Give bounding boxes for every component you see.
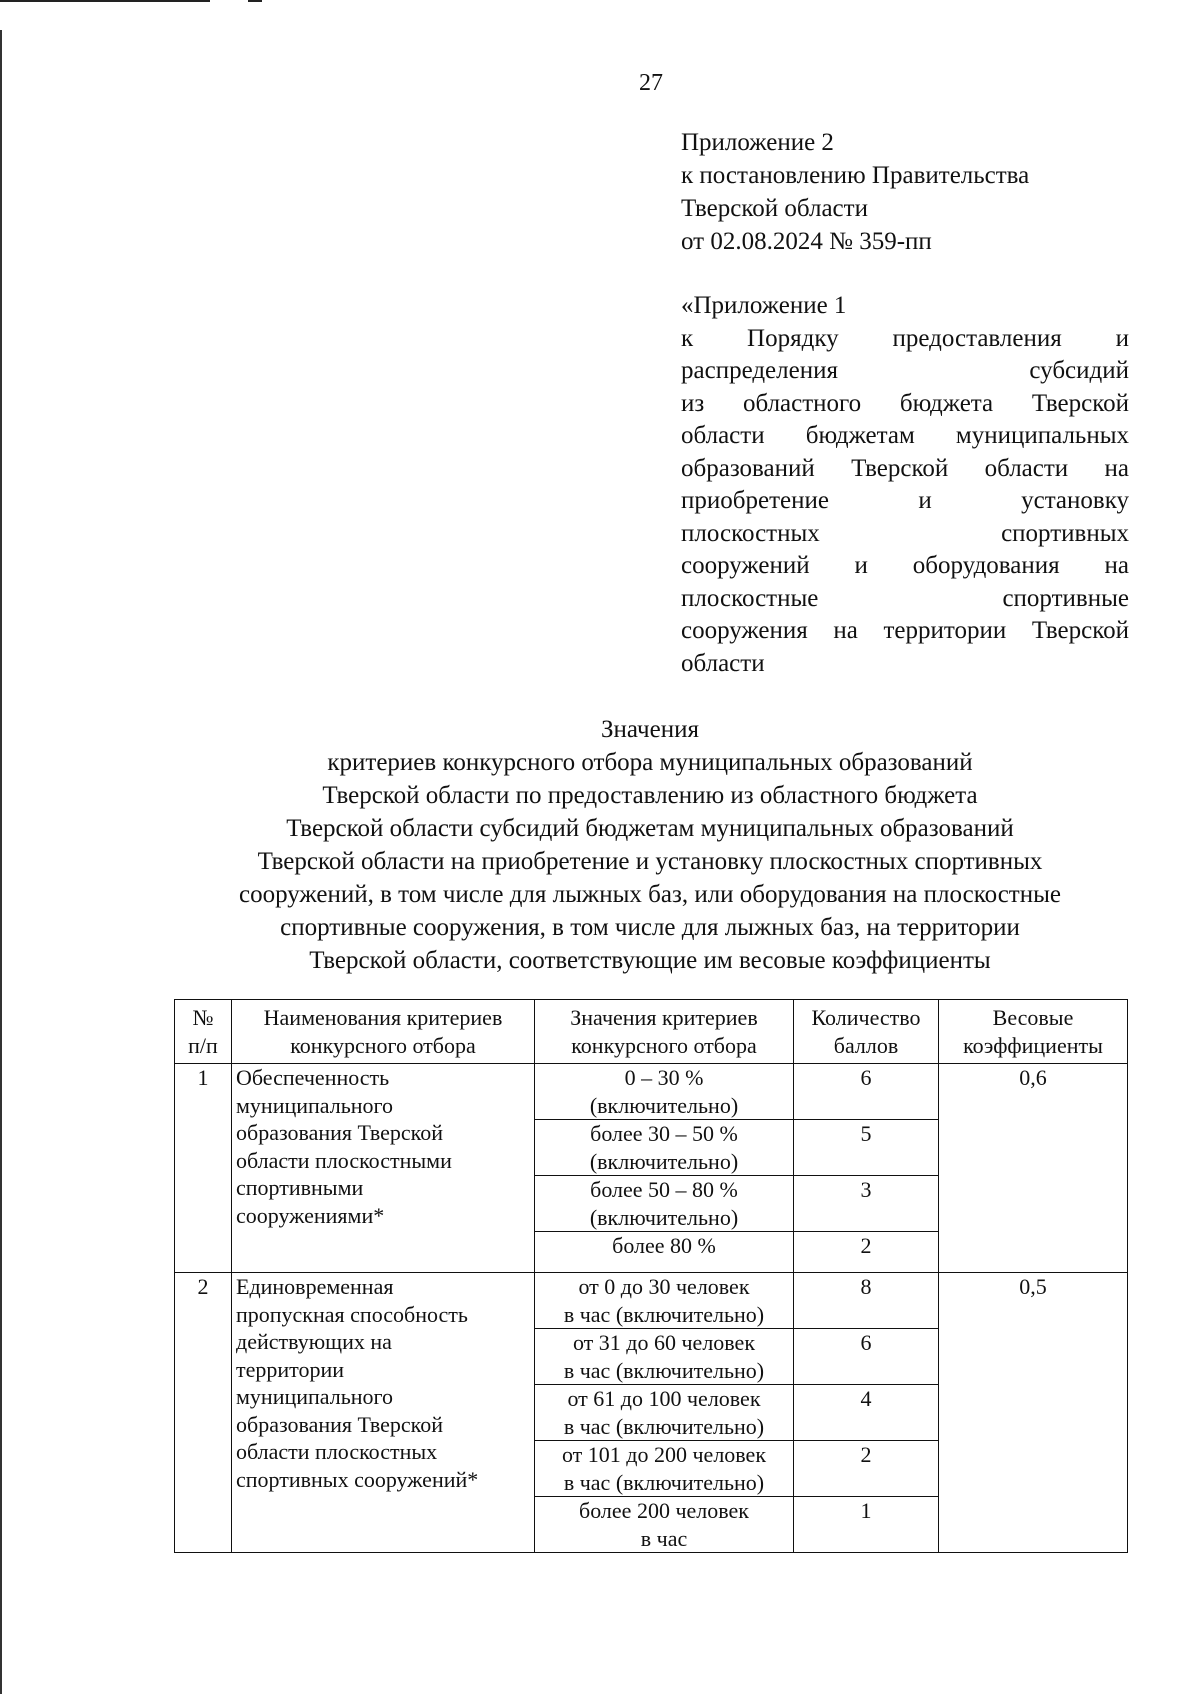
header-value bbox=[535, 1000, 794, 1064]
criterion-name-line: образования Тверской bbox=[236, 1411, 444, 1437]
header-text: Наименования критериев bbox=[263, 1005, 503, 1030]
order-line: приобретение и установку bbox=[681, 487, 1129, 514]
criterion-points: 8 bbox=[794, 1273, 939, 1329]
value-line: в час (включительно) bbox=[563, 1413, 765, 1439]
criterion-name-line: пропускная способность bbox=[236, 1301, 468, 1327]
criterion-name-line: области плоскостными bbox=[236, 1147, 452, 1173]
criterion-value bbox=[535, 1273, 794, 1329]
value-line: (включительно) bbox=[589, 1204, 739, 1230]
title-line: Тверской области субсидий бюджетам муниципальных образований bbox=[286, 815, 1014, 842]
order-line: плоскостных спортивных bbox=[681, 519, 1129, 547]
criterion-points: 6 bbox=[794, 1064, 939, 1120]
value-line: 0 – 30 % bbox=[624, 1065, 704, 1090]
scan-edge-left bbox=[0, 30, 2, 1694]
criterion-name-line: Обеспеченность bbox=[236, 1065, 390, 1090]
criterion-value bbox=[535, 1064, 794, 1120]
criterion-points: 3 bbox=[794, 1176, 939, 1232]
criterion-points: 2 bbox=[794, 1441, 939, 1497]
criterion-value bbox=[535, 1497, 794, 1553]
title-line: сооружений, в том числе для лыжных баз, или оборудования на плоскостные bbox=[238, 881, 1062, 908]
value-line: (включительно) bbox=[589, 1148, 739, 1174]
header-text: баллов bbox=[833, 1032, 899, 1058]
order-line: распределения субсидий bbox=[681, 357, 1129, 384]
criterion-name-line: области плоскостных bbox=[236, 1439, 438, 1464]
scan-edge-top bbox=[0, 0, 210, 2]
value-line: от 31 до 60 человек bbox=[572, 1330, 756, 1355]
criterion-weight: 0,6 bbox=[939, 1064, 1128, 1273]
title-line: критериев конкурсного отбора муниципальных образований bbox=[327, 749, 973, 776]
criterion-num: 2 bbox=[175, 1273, 232, 1553]
criterion-points: 4 bbox=[794, 1385, 939, 1441]
order-line: сооружения на территории Тверской bbox=[681, 617, 1129, 644]
header-points bbox=[794, 1000, 939, 1064]
criterion-value bbox=[535, 1441, 794, 1497]
value-line: более 30 – 50 % bbox=[590, 1121, 738, 1146]
criterion-name-line: Единовременная bbox=[236, 1274, 394, 1299]
criterion-num: 1 bbox=[175, 1064, 232, 1273]
document-title bbox=[150, 713, 1150, 977]
title-line: Тверской области, соответствующие им весовые коэффициенты bbox=[309, 947, 991, 974]
header-text: коэффициенты bbox=[963, 1032, 1103, 1058]
order-line: из областного бюджета Тверской bbox=[681, 389, 1129, 417]
criterion-value bbox=[535, 1120, 794, 1176]
criterion-weight: 0,5 bbox=[939, 1273, 1128, 1553]
value-line: в час bbox=[640, 1525, 688, 1551]
criterion-name-line: территории bbox=[236, 1356, 345, 1382]
value-line: в час (включительно) bbox=[563, 1301, 765, 1327]
criterion-name bbox=[232, 1064, 535, 1273]
criterion-name-line: действующих на bbox=[236, 1329, 392, 1354]
header-text: № bbox=[192, 1005, 214, 1030]
header-text: п/п bbox=[188, 1032, 218, 1058]
criterion-points: 5 bbox=[794, 1120, 939, 1176]
table-row bbox=[175, 1273, 1128, 1329]
criterion-value bbox=[535, 1176, 794, 1232]
value-line: в час (включительно) bbox=[563, 1357, 765, 1383]
title-line: Значения bbox=[601, 716, 699, 743]
criterion-name-line: спортивных сооружений* bbox=[236, 1466, 479, 1492]
criterion-name-line: спортивными bbox=[236, 1175, 364, 1200]
scan-edge-top-mark bbox=[248, 0, 262, 2]
criterion-name bbox=[232, 1273, 535, 1553]
criterion-points: 1 bbox=[794, 1497, 939, 1553]
header-weight bbox=[939, 1000, 1128, 1064]
value-line: более 200 человек bbox=[579, 1498, 749, 1523]
table-row bbox=[175, 1064, 1128, 1120]
criterion-points: 6 bbox=[794, 1329, 939, 1385]
order-line: плоскостные спортивные bbox=[681, 584, 1129, 612]
value-line: более 80 % bbox=[612, 1233, 716, 1258]
title-line: Тверской области по предоставлению из областного бюджета bbox=[322, 782, 978, 809]
value-line: от 61 до 100 человек bbox=[567, 1386, 761, 1411]
criterion-points: 2 bbox=[794, 1232, 939, 1273]
appendix-line: к постановлению Правительства bbox=[681, 162, 1030, 189]
header-text: Количество bbox=[811, 1005, 921, 1030]
header-name bbox=[232, 1000, 535, 1064]
header-text: Значения критериев bbox=[570, 1005, 758, 1030]
value-line: от 101 до 200 человек bbox=[561, 1442, 767, 1467]
order-line: области бюджетам муниципальных bbox=[681, 422, 1129, 449]
criterion-name-line: муниципального bbox=[236, 1384, 394, 1409]
order-line: образований Тверской области на bbox=[681, 454, 1129, 482]
value-line: (включительно) bbox=[589, 1092, 739, 1118]
header-text: конкурсного отбора bbox=[290, 1032, 476, 1058]
title-line: спортивные сооружения, в том числе для лыжных баз, на территории bbox=[280, 914, 1020, 941]
criteria-table bbox=[174, 999, 1128, 1553]
order-line: сооружений и оборудования на bbox=[681, 552, 1129, 579]
appendix-line: от 02.08.2024 № 359-пп bbox=[681, 228, 932, 255]
criterion-name-line: сооружениями* bbox=[236, 1202, 385, 1228]
criterion-value bbox=[535, 1232, 794, 1273]
value-line: от 0 до 30 человек bbox=[578, 1274, 750, 1299]
order-line: к Порядку предоставления и bbox=[681, 324, 1129, 352]
page-number: 27 bbox=[639, 70, 663, 96]
appendix-line: Тверской области bbox=[681, 195, 868, 222]
value-line: более 50 – 80 % bbox=[590, 1177, 738, 1202]
header-num bbox=[175, 1000, 232, 1064]
criterion-value bbox=[535, 1329, 794, 1385]
order-line: области bbox=[681, 649, 765, 677]
criterion-value bbox=[535, 1385, 794, 1441]
appendix-heading bbox=[681, 126, 1131, 258]
title-line: Тверской области на приобретение и установку плоскостных спортивных bbox=[257, 848, 1043, 875]
appendix-line: Приложение 2 bbox=[681, 129, 834, 156]
criterion-name-line: образования Тверской bbox=[236, 1120, 444, 1145]
table-header-row bbox=[175, 1000, 1128, 1064]
order-line: «Приложение 1 bbox=[681, 292, 847, 319]
value-line: в час (включительно) bbox=[563, 1469, 765, 1495]
header-text: Весовые bbox=[992, 1005, 1074, 1030]
criterion-name-line: муниципального bbox=[236, 1092, 394, 1118]
header-text: конкурсного отбора bbox=[571, 1032, 757, 1058]
order-reference bbox=[681, 290, 1129, 680]
